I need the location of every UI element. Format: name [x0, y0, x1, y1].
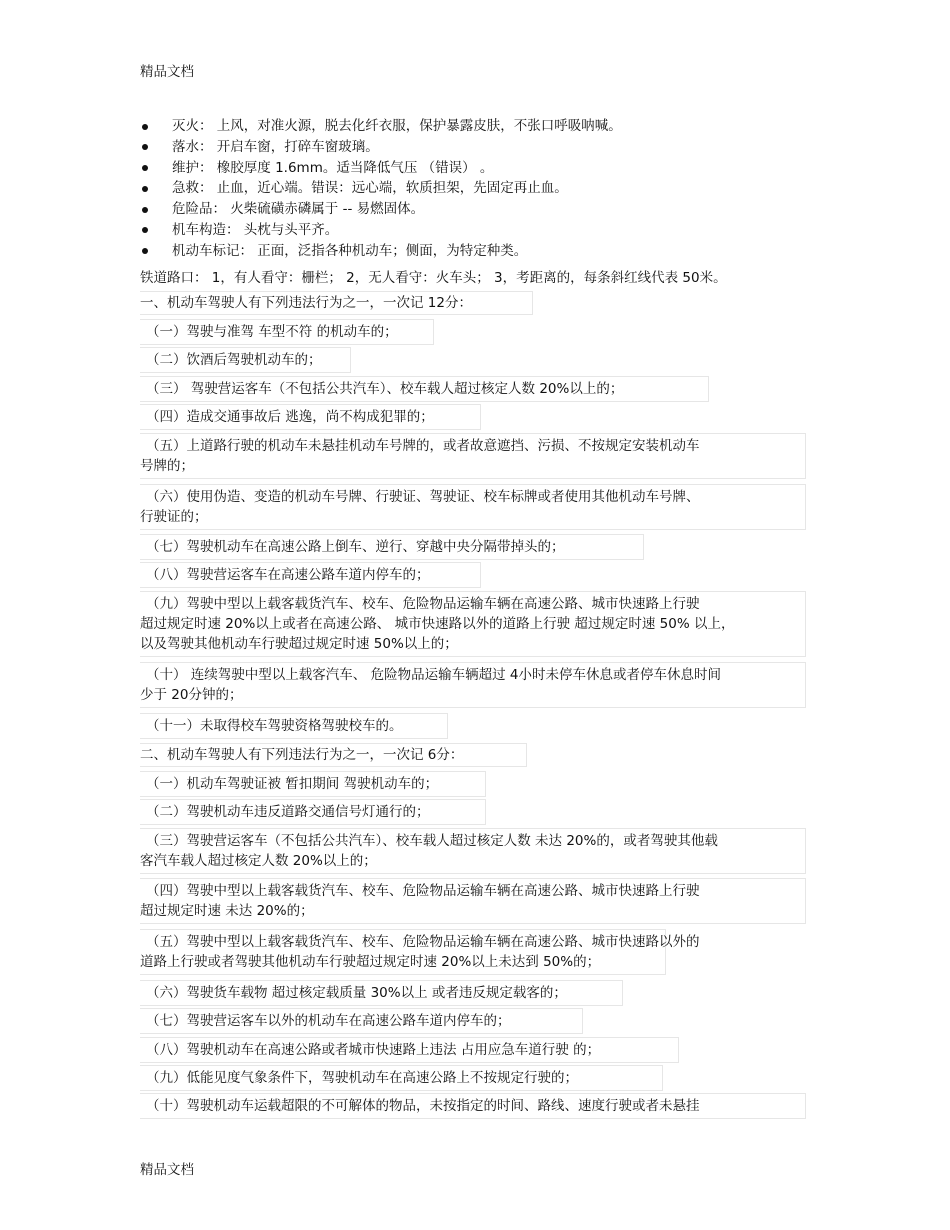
rule-item — [140, 594, 735, 654]
rule-item-line: 行驶证的； — [140, 509, 208, 525]
rule-item — [146, 565, 430, 585]
rule-item — [146, 716, 403, 736]
rule-item — [146, 1011, 511, 1031]
rule-item-line: （十）驾驶机动车运载超限的不可解体的物品，未按指定的时间、路线、速度行驶或者未悬挂 — [146, 1098, 700, 1114]
rule-item — [146, 537, 565, 557]
rule-item — [146, 350, 322, 370]
rule-item — [146, 1068, 578, 1088]
bullet-item — [140, 178, 820, 199]
rule-item-line: 超过规定时速 20%以上或者在高速公路、 城市快速路以外的道路上行驶 超过规定时速 50% 以上， — [140, 616, 735, 632]
section-title: 一、机动车驾驶人有下列违法行为之一，一次记 12分： — [140, 295, 472, 311]
rule-item-line: 号牌的； — [140, 458, 194, 474]
rule-item-line: （九）驾驶中型以上载客载货汽车、校车、危险物品运输车辆在高速公路、城市快速路上行驶 — [146, 596, 700, 612]
rule-item-line: （六）使用伪造、变造的机动车号牌、行驶证、驾驶证、校车标牌或者使用其他机动车号牌、 — [146, 489, 700, 505]
bullet-item — [140, 116, 820, 137]
rule-item-line: （四）造成交通事故后 逃逸，尚不构成犯罪的； — [146, 409, 434, 425]
rule-item — [140, 665, 721, 705]
bullet-dot-icon — [142, 207, 148, 213]
bullet-text: 机动车标记： 正面，泛指各种机动车；侧面，为特定种类。 — [172, 242, 528, 259]
railway-crossing-note: 铁道路口： 1，有人看守：栅栏； 2，无人看守：火车头； 3，考距离的，每条斜红线代表 50米。 — [140, 270, 727, 286]
bullet-item — [140, 199, 820, 220]
bullet-text: 危险品： 火柴硫磺赤磷属于 -- 易燃固体。 — [172, 201, 425, 218]
bullet-item — [140, 241, 820, 262]
bullet-dot-icon — [142, 165, 148, 171]
rule-item — [146, 407, 434, 427]
rule-item-line: （十） 连续驾驶中型以上载客汽车、 危险物品运输车辆超过 4小时未停车休息或者停车休息时间 — [146, 667, 721, 683]
rule-item-line: （七）驾驶营运客车以外的机动车在高速公路车道内停车的； — [146, 1013, 511, 1029]
rule-item-line: 道路上行驶或者驾驶其他机动车行驶超过规定时速 20%以上未达到 50%的； — [140, 954, 601, 970]
bullet-item — [140, 220, 820, 241]
rule-item — [140, 831, 718, 871]
rule-item-line: （二）饮酒后驾驶机动车的； — [146, 352, 322, 368]
rule-item — [146, 1040, 600, 1060]
rule-item — [140, 487, 700, 527]
rule-item-line: （七）驾驶机动车在高速公路上倒车、逆行、穿越中央分隔带掉头的； — [146, 539, 565, 555]
rule-item-line: （五）驾驶中型以上载客载货汽车、校车、危险物品运输车辆在高速公路、城市快速路以外的 — [146, 934, 700, 950]
rule-item-line: 以及驾驶其他机动车行驶超过规定时速 50%以上的； — [140, 636, 458, 652]
bullet-dot-icon — [142, 186, 148, 192]
rule-item — [146, 322, 398, 342]
rule-item-line: （八）驾驶营运客车在高速公路车道内停车的； — [146, 567, 430, 583]
bullet-dot-icon — [142, 248, 148, 254]
section-title: 二、机动车驾驶人有下列违法行为之一，一次记 6分： — [140, 747, 464, 763]
rule-item-line: （一）机动车驾驶证被 暂扣期间 驾驶机动车的； — [146, 776, 439, 792]
rule-item-line: （一）驾驶与准驾 车型不符 的机动车的； — [146, 324, 398, 340]
rule-item-line: 少于 20分钟的； — [140, 687, 243, 703]
rule-item — [146, 983, 567, 1003]
rule-item-line: （六）驾驶货车载物 超过核定载质量 30%以上 或者违反规定载客的； — [146, 985, 567, 1001]
bullet-text: 急救： 止血，近心端。错误：远心端，软质担架，先固定再止血。 — [172, 180, 568, 197]
rule-item — [140, 436, 700, 476]
bullet-text: 落水： 开启车窗，打碎车窗玻璃。 — [172, 138, 379, 155]
bullet-dot-icon — [142, 227, 148, 233]
rule-item-line: （十一）未取得校车驾驶资格驾驶校车的。 — [146, 718, 403, 734]
rule-item — [140, 881, 700, 921]
rule-item-line: （二）驾驶机动车违反道路交通信号灯通行的； — [146, 804, 430, 820]
bullet-list — [140, 116, 820, 262]
rule-item-line: （五）上道路行驶的机动车未悬挂机动车号牌的，或者故意遮挡、污损、不按规定安装机动车 — [146, 438, 700, 454]
rule-item — [146, 379, 623, 399]
bullet-item — [140, 137, 820, 158]
rule-item — [146, 774, 438, 794]
rule-item — [146, 802, 430, 822]
bullet-dot-icon — [142, 124, 148, 130]
page-footer: 精品文档 — [140, 1162, 194, 1178]
bullet-text: 维护： 橡胶厚度 1.6mm。适当降低气压 （错误） 。 — [172, 159, 494, 176]
rule-item — [140, 932, 700, 972]
bullet-dot-icon — [142, 144, 148, 150]
bullet-text: 机车构造： 头枕与头平齐。 — [172, 221, 339, 238]
page-header: 精品文档 — [140, 64, 194, 80]
rule-item-line: 超过规定时速 未达 20%的； — [140, 903, 314, 919]
rule-item — [146, 1096, 700, 1116]
bullet-item — [140, 158, 820, 179]
rule-item-line: （九）低能见度气象条件下，驾驶机动车在高速公路上不按规定行驶的； — [146, 1070, 578, 1086]
rule-item-line: 客汽车载人超过核定人数 20%以上的； — [140, 853, 377, 869]
rule-item-line: （八）驾驶机动车在高速公路或者城市快速路上违法 占用应急车道行驶 的； — [146, 1042, 601, 1058]
rule-item-line: （四）驾驶中型以上载客载货汽车、校车、危险物品运输车辆在高速公路、城市快速路上行驶 — [146, 883, 700, 899]
bullet-text: 灭火： 上风，对准火源，脱去化纤衣服，保护暴露皮肤，不张口呼吸呐喊。 — [172, 118, 622, 134]
rule-item-line: （三）驾驶营运客车（不包括公共汽车）、校车载人超过核定人数 未达 20%的，或者驾驶其他载 — [146, 833, 718, 849]
rule-item-line: （三） 驾驶营运客车（不包括公共汽车）、校车载人超过核定人数 20%以上的； — [146, 381, 624, 397]
